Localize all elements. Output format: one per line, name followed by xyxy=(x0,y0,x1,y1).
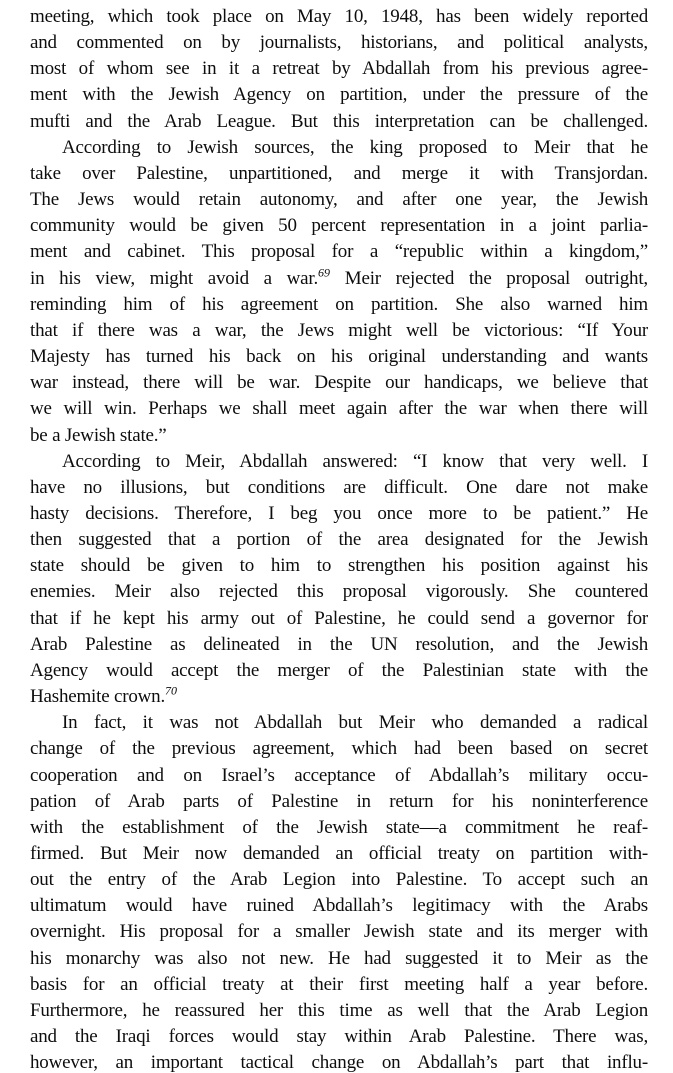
text-line: Majesty has turned his back on his original understanding and wants xyxy=(30,346,648,368)
paragraph-3 xyxy=(30,449,648,711)
text-line: Arab Palestine as delineated in the UN resolution, and the Jewish xyxy=(30,633,648,655)
text-line: however, an important tactical change on Abdallah’s part that influ- xyxy=(30,1052,648,1073)
text-line: with the establishment of the Jewish state—a commitment he reaf- xyxy=(30,816,648,838)
text-line: state should be given to him to strengthen his position against his xyxy=(30,555,648,577)
text-line: Furthermore, he reassured her this time as well that the Arab Legion xyxy=(30,999,648,1021)
text-line xyxy=(30,266,648,292)
text-line: ment with the Jewish Agency on partition, under the pressure of the xyxy=(30,84,648,106)
text-line: and the Iraqi forces would stay within Arab Palestine. There was, xyxy=(30,1026,648,1048)
text-line: war instead, there will be war. Despite our handicaps, we believe that xyxy=(30,372,648,394)
text-line: overnight. His proposal for a smaller Jewish state and its merger with xyxy=(30,921,648,943)
text-line: community would be given 50 percent representation in a joint parlia- xyxy=(30,215,648,237)
text-line: most of whom see in it a retreat by Abdallah from his previous agree- xyxy=(30,58,648,80)
text-line: According to Meir, Abdallah answered: “I know that very well. I xyxy=(62,450,648,472)
text-line: In fact, it was not Abdallah but Meir who demanded a radical xyxy=(62,712,648,734)
text-line: ment and cabinet. This proposal for a “republic within a kingdom,” xyxy=(30,241,648,263)
footnote-reference: 69 xyxy=(318,265,331,280)
text-line: we will win. Perhaps we shall meet again after the war when there will xyxy=(30,398,648,420)
paragraph-4 xyxy=(30,710,648,1073)
text-line: that if he kept his army out of Palestine, he could send a governor for xyxy=(30,607,648,629)
text-line: ultimatum would have ruined Abdallah’s legitimacy with the Arabs xyxy=(30,895,648,917)
text-line: mufti and the Arab League. But this interpretation can be challenged. xyxy=(30,110,648,132)
text-line: and commented on by journalists, historians, and political analysts, xyxy=(30,32,648,54)
page-text xyxy=(30,4,648,1073)
text-line: cooperation and on Israel’s acceptance of Abdallah’s military occu- xyxy=(30,764,648,786)
text-line: change of the previous agreement, which had been based on secret xyxy=(30,738,648,760)
text-line: The Jews would retain autonomy, and after one year, the Jewish xyxy=(30,189,648,211)
text-line: then suggested that a portion of the area designated for the Jewish xyxy=(30,529,648,551)
text-segment: Meir rejected the proposal outright, xyxy=(330,267,648,289)
footnote-reference: 70 xyxy=(165,684,178,698)
text-line: reminding him of his agreement on partition. She also warned him xyxy=(30,293,648,315)
paragraph-1 xyxy=(30,4,648,135)
text-line: enemies. Meir also rejected this proposal vigorously. She countered xyxy=(30,581,648,603)
text-segment: in his view, might avoid a war. xyxy=(30,267,319,289)
text-line: Agency would accept the merger of the Palestinian state with the xyxy=(30,659,648,681)
text-line: out the entry of the Arab Legion into Palestine. To accept such an xyxy=(30,869,648,891)
text-line: that if there was a war, the Jews might well be victorious: “If Your xyxy=(30,319,648,341)
text-segment: Hashemite crown. xyxy=(30,686,166,708)
text-line: be a Jewish state.” xyxy=(30,424,167,446)
text-line: have no illusions, but conditions are difficult. One dare not make xyxy=(30,476,648,498)
text-line: his monarchy was also not new. He had suggested it to Meir as the xyxy=(30,947,648,969)
text-line: meeting, which took place on May 10, 1948, has been widely reported xyxy=(30,6,648,27)
paragraph-2 xyxy=(30,135,648,449)
text-line: take over Palestine, unpartitioned, and merge it with Transjordan. xyxy=(30,162,648,184)
text-line: According to Jewish sources, the king proposed to Meir that he xyxy=(62,136,648,158)
text-line: hasty decisions. Therefore, I beg you once more to be patient.” He xyxy=(30,502,648,524)
text-line: basis for an official treaty at their first meeting half a year before. xyxy=(30,973,648,995)
text-line: firmed. But Meir now demanded an official treaty on partition with- xyxy=(30,843,648,864)
text-line xyxy=(30,684,648,710)
text-line: pation of Arab parts of Palestine in return for his noninterference xyxy=(30,790,648,812)
